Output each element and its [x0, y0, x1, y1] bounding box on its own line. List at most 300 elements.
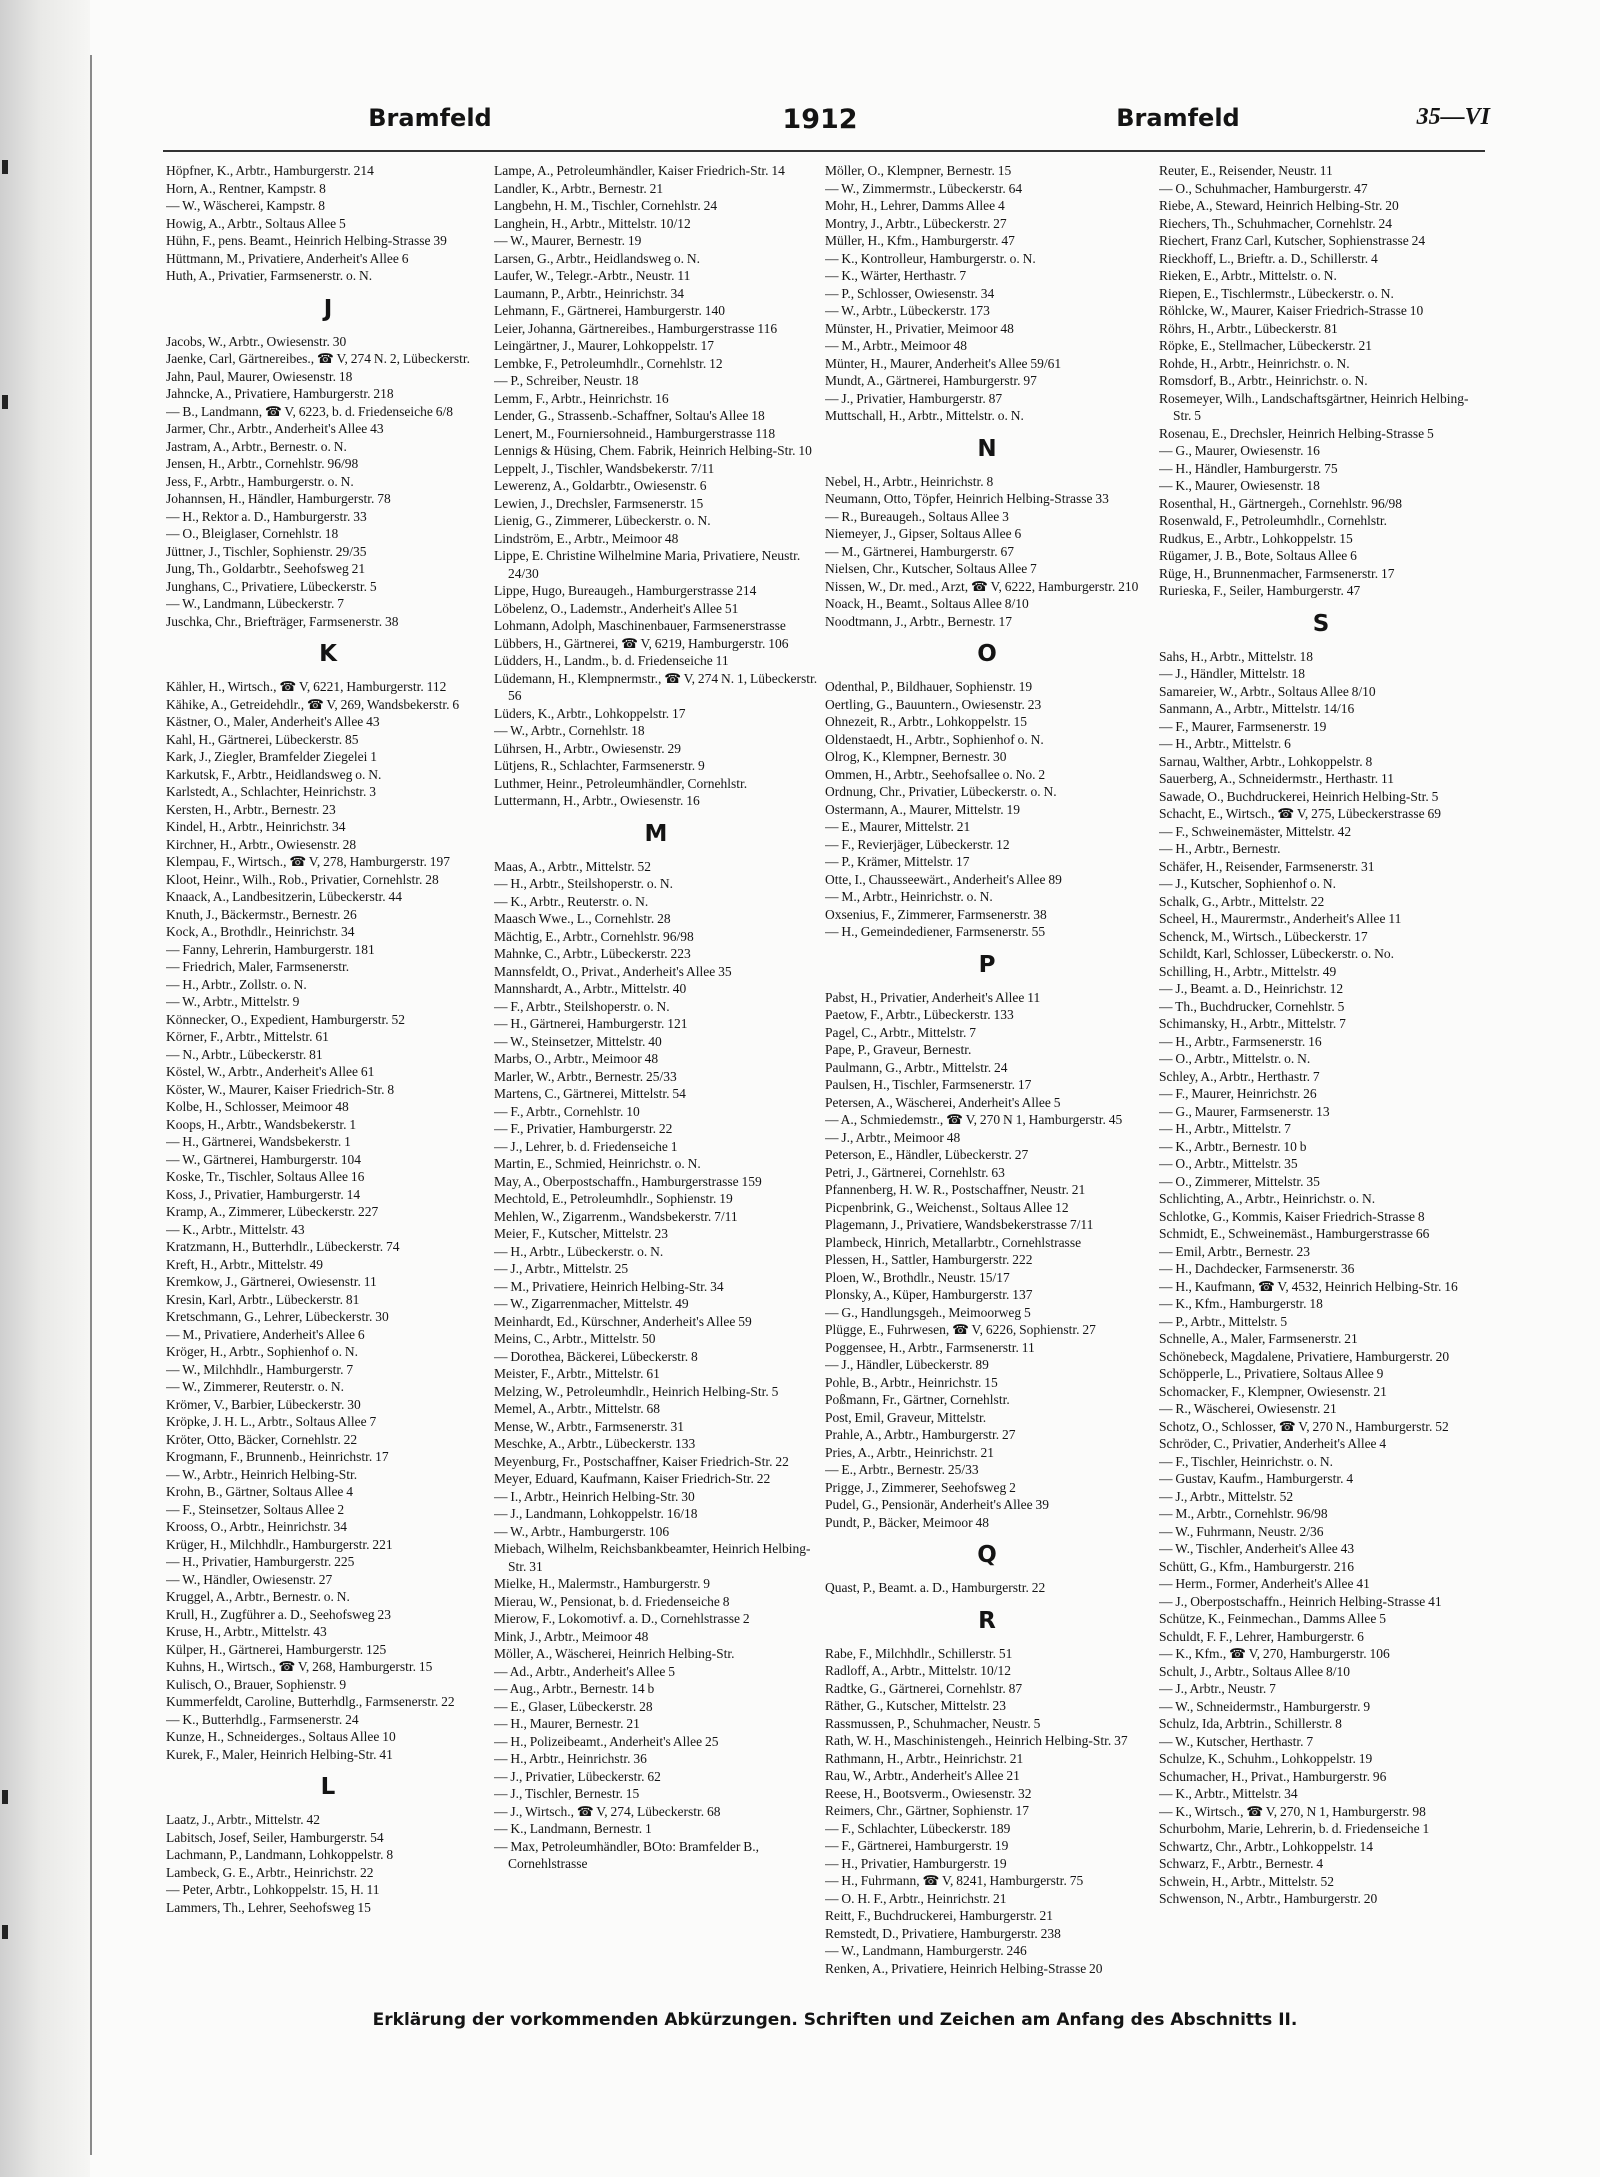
directory-entry: — Max, Petroleumhändler, BOto: Bramfelder B., Cornehlstrasse — [494, 1838, 760, 1871]
directory-entry: Schuldt, F. F., Lehrer, Hamburgerstr. 6 — [1159, 1628, 1364, 1644]
directory-entry: — J., Arbtr., Meimoor 48 — [825, 1129, 961, 1145]
directory-entry: Lüders, K., Arbtr., Lohkoppelstr. 17 — [494, 705, 686, 721]
directory-entry: — W., Gärtnerei, Hamburgerstr. 104 — [166, 1151, 361, 1167]
directory-entry: Martens, C., Gärtnerei, Mittelstr. 54 — [494, 1086, 686, 1101]
directory-entry: Schütt, G., Kfm., Hamburgerstr. 216 — [1159, 1558, 1354, 1574]
directory-entry: Sawade, O., Buchdruckerei, Heinrich Helbing-Str. 5 — [1159, 788, 1439, 804]
directory-entry: Schulz, Ida, Arbtrin., Schillerstr. 8 — [1159, 1716, 1342, 1731]
directory-entry: — F., Maurer, Farmsenerstr. 19 — [1159, 718, 1327, 734]
directory-entry: — W., Schneidermstr., Hamburgerstr. 9 — [1159, 1698, 1371, 1714]
directory-entry: — J., Privatier, Lübeckerstr. 62 — [494, 1768, 661, 1784]
directory-entry: — O., Bleiglaser, Cornehlstr. 18 — [166, 526, 339, 541]
section-letter: Q — [977, 1542, 997, 1568]
directory-entry: — F., Maurer, Heinrichstr. 26 — [1159, 1086, 1317, 1101]
directory-entry: Schäfer, H., Reisender, Farmsenerstr. 31 — [1159, 858, 1375, 874]
directory-entry: Müller, H., Kfm., Hamburgerstr. 47 — [825, 233, 1015, 248]
directory-entry: Lemm, F., Arbtr., Heinrichstr. 16 — [494, 390, 669, 406]
directory-entry: — J., Arbtr., Neustr. 7 — [1159, 1681, 1276, 1696]
directory-entry: Krull, H., Zugführer a. D., Seehofsweg 23 — [166, 1606, 391, 1622]
directory-entry: — W., Zimmerer, Reuterstr. o. N. — [166, 1379, 345, 1394]
section-letter: M — [644, 820, 668, 847]
directory-entry: Riechert, Franz Carl, Kutscher, Sophienstrasse 24 — [1159, 233, 1426, 248]
directory-entry: — J., Tischler, Bernestr. 15 — [494, 1786, 640, 1801]
directory-entry: Huth, A., Privatier, Farmsenerstr. o. N. — [166, 268, 373, 283]
directory-entry: — G., Maurer, Owiesenstr. 16 — [1159, 443, 1320, 458]
directory-entry: Schlichting, A., Arbtr., Heinrichstr. o. N. — [1159, 1191, 1376, 1206]
directory-entry: Laumann, P., Arbtr., Heinrichstr. 34 — [494, 285, 684, 301]
directory-entry: — H., Arbtr., Heinrichstr. 36 — [494, 1751, 647, 1766]
directory-entry: — K., Kfm., Hamburgerstr. 18 — [1159, 1296, 1323, 1311]
directory-entry: Miebach, Wilhelm, Reichsbankbeamter, Heinrich Helbing-Str. 31 — [494, 1541, 811, 1574]
directory-entry: — M., Gärtnerei, Hamburgerstr. 67 — [825, 543, 1014, 559]
directory-entry: Reimers, Chr., Gärtner, Sophienstr. 17 — [825, 1803, 1030, 1818]
directory-entry: — O. H. F., Arbtr., Heinrichstr. 21 — [825, 1890, 1007, 1906]
section-letter: J — [323, 295, 333, 322]
binding-mark — [2, 395, 8, 409]
directory-entry: Jaenke, Carl, Gärtnereibes., ☎ V, 274 N. 2, Lübeckerstr. — [166, 351, 470, 366]
directory-entry: Noack, H., Beamt., Soltaus Allee 8/10 — [825, 596, 1029, 611]
directory-entry: — W., Arbtr., Hamburgerstr. 106 — [494, 1523, 670, 1539]
directory-entry: — H., Gärtnerei, Wandsbekerstr. 1 — [166, 1134, 351, 1149]
directory-entry: Kuhns, H., Wirtsch., ☎ V, 268, Hamburgerstr. 15 — [166, 1659, 433, 1674]
directory-entry: Rosemeyer, Wilh., Landschaftsgärtner, Heinrich Helbing-Str. 5 — [1159, 390, 1469, 423]
directory-entry: — Aug., Arbtr., Bernestr. 14 b — [494, 1681, 655, 1696]
directory-entry: Schulze, K., Schuhm., Lohkoppelstr. 19 — [1159, 1751, 1373, 1766]
directory-entry: Martin, E., Schmied, Heinrichstr. o. N. — [494, 1156, 701, 1171]
directory-entry: Laatz, J., Arbtr., Mittelstr. 42 — [166, 1812, 320, 1827]
directory-entry: Jarmer, Chr., Arbtr., Anderheit's Allee 43 — [166, 421, 384, 436]
directory-entry: Muttschall, H., Arbtr., Mittelstr. o. N. — [825, 408, 1024, 423]
directory-entry: Hühn, F., pens. Beamt., Heinrich Helbing-Strasse 39 — [166, 233, 447, 248]
directory-entry: Quast, P., Beamt. a. D., Hamburgerstr. 22 — [825, 1580, 1046, 1595]
directory-entry: Plonsky, A., Küper, Hamburgerstr. 137 — [825, 1287, 1033, 1302]
directory-entry: Kunze, H., Schneiderges., Soltaus Allee 10 — [166, 1729, 396, 1744]
directory-entry: Rabe, F., Milchhdlr., Schillerstr. 51 — [825, 1645, 1013, 1661]
directory-entry: Otte, I., Chausseewärt., Anderheit's Allee 89 — [825, 871, 1062, 887]
directory-entry: Jüttner, J., Tischler, Sophienstr. 29/35 — [166, 543, 367, 559]
directory-entry: Jess, F., Arbtr., Hamburgerstr. o. N. — [166, 473, 354, 489]
directory-entry: — W., Kutscher, Herthastr. 7 — [1159, 1733, 1314, 1749]
directory-entry: Kock, A., Brothdlr., Heinrichstr. 34 — [166, 924, 355, 939]
directory-entry: Maasch Wwe., L., Cornehlstr. 28 — [494, 911, 671, 926]
directory-entry: Röpke, E., Stellmacher, Lübeckerstr. 21 — [1159, 338, 1373, 353]
directory-entry: Lampe, A., Petroleumhändler, Kaiser Friedrich-Str. 14 — [494, 163, 785, 178]
directory-entry: — P., Arbtr., Mittelstr. 5 — [1159, 1313, 1288, 1329]
directory-entry: Meyer, Eduard, Kaufmann, Kaiser Friedrich-Str. 22 — [494, 1471, 771, 1486]
directory-entry: Kirchner, H., Arbtr., Owiesenstr. 28 — [166, 836, 357, 852]
directory-entry: — F., Schweinemäster, Mittelstr. 42 — [1159, 823, 1352, 839]
directory-entry: Lüdemann, H., Klempnermstr., ☎ V, 274 N. 1, Lübeckerstr. 56 — [494, 670, 818, 703]
directory-entry: Kolbe, H., Schlosser, Meimoor 48 — [166, 1099, 349, 1114]
directory-entry: — W., Zigarrenmacher, Mittelstr. 49 — [494, 1296, 689, 1311]
directory-entry: Rath, W. H., Maschinistengeh., Heinrich Helbing-Str. 37 — [825, 1733, 1128, 1748]
directory-entry: — Fanny, Lehrerin, Hamburgerstr. 181 — [166, 941, 375, 957]
directory-entry: — R., Bureaugeh., Soltaus Allee 3 — [825, 508, 1009, 524]
directory-entry: Howig, A., Arbtr., Soltaus Allee 5 — [166, 215, 346, 231]
directory-entry: Rüge, H., Brunnenmacher, Farmsenerstr. 17 — [1159, 565, 1395, 581]
directory-entry: Pabst, H., Privatier, Anderheit's Allee 11 — [825, 989, 1041, 1005]
directory-entry: Karlstedt, A., Schlachter, Heinrichstr. 3 — [166, 784, 377, 799]
directory-entry: Schlotke, G., Kommis, Kaiser Friedrich-Strasse 8 — [1159, 1208, 1425, 1224]
page-header — [150, 104, 1490, 144]
directory-entry: Mannshardt, A., Arbtr., Mittelstr. 40 — [494, 981, 687, 996]
directory-entry: Krömer, V., Barbier, Lübeckerstr. 30 — [166, 1396, 361, 1412]
directory-entry: Poßmann, Fr., Gärtner, Cornehlstr. — [825, 1392, 1010, 1407]
directory-entry: Oertling, G., Bauuntern., Owiesenstr. 23 — [825, 696, 1042, 712]
directory-entry: Lippe, Hugo, Bureaugeh., Hamburgerstrasse 214 — [494, 583, 757, 598]
directory-entry: Kruse, H., Arbtr., Mittelstr. 43 — [166, 1624, 327, 1639]
binding-mark — [2, 1925, 8, 1939]
directory-column-4 — [1159, 162, 1483, 1987]
directory-entry: — J., Arbtr., Mittelstr. 25 — [494, 1261, 629, 1276]
directory-entry: — J., Kutscher, Sophienhof o. N. — [1159, 876, 1336, 891]
directory-entry: Maas, A., Arbtr., Mittelstr. 52 — [494, 858, 652, 874]
directory-entry: — I., Arbtr., Heinrich Helbing-Str. 30 — [494, 1488, 695, 1504]
directory-entry: Kurek, F., Maler, Heinrich Helbing-Str. 41 — [166, 1746, 393, 1762]
directory-entry: Paulsen, H., Tischler, Farmsenerstr. 17 — [825, 1077, 1032, 1092]
directory-entry: Krooss, O., Arbtr., Heinrichstr. 34 — [166, 1519, 347, 1534]
directory-column-2 — [494, 162, 818, 1987]
header-year: 1912 — [782, 104, 858, 135]
directory-entry: Labitsch, Josef, Seiler, Hamburgerstr. 54 — [166, 1829, 384, 1845]
directory-entry: Schwartz, Chr., Arbtr., Lohkoppelstr. 14 — [1159, 1838, 1373, 1854]
directory-entry: Lührsen, H., Arbtr., Owiesenstr. 29 — [494, 740, 681, 756]
directory-entry: Ohnezeit, R., Arbtr., Lohkoppelstr. 15 — [825, 714, 1027, 729]
directory-entry: — H., Gemeindediener, Farmsenerstr. 55 — [825, 924, 1046, 939]
directory-entry: — G., Maurer, Farmsenerstr. 13 — [1159, 1103, 1330, 1119]
directory-entry: Kruggel, A., Arbtr., Bernestr. o. N. — [166, 1589, 350, 1604]
directory-entry: — P., Krämer, Mittelstr. 17 — [825, 854, 970, 869]
directory-entry: — W., Arbtr., Cornehlstr. 18 — [494, 723, 645, 738]
directory-entry: — H., Arbtr., Steilshoperstr. o. N. — [494, 876, 673, 891]
directory-entry: Renken, A., Privatiere, Heinrich Helbing-Strasse 20 — [825, 1960, 1103, 1976]
directory-entry: — K., Arbtr., Reuterstr. o. N. — [494, 893, 649, 909]
directory-entry: Prahle, A., Arbtr., Hamburgerstr. 27 — [825, 1427, 1016, 1442]
directory-entry: — N., Arbtr., Lübeckerstr. 81 — [166, 1046, 323, 1062]
directory-entry: Kersten, H., Arbtr., Bernestr. 23 — [166, 801, 336, 817]
directory-column-1 — [166, 162, 490, 1987]
directory-entry: Möller, O., Klempner, Bernestr. 15 — [825, 163, 1012, 178]
directory-entry: Pagel, C., Arbtr., Mittelstr. 7 — [825, 1024, 977, 1040]
directory-entry: Lembke, F., Petroleumhdlr., Cornehlstr. 12 — [494, 355, 723, 371]
directory-entry: — K., Butterhdlg., Farmsenerstr. 24 — [166, 1711, 359, 1727]
directory-entry: Rassmussen, P., Schuhmacher, Neustr. 5 — [825, 1715, 1041, 1731]
directory-entry: — O., Zimmerer, Mittelstr. 35 — [1159, 1173, 1320, 1189]
directory-entry: Picpenbrink, G., Weichenst., Soltaus Allee 12 — [825, 1199, 1069, 1215]
directory-entry: Lippe, E. Christine Wilhelmine Maria, Privatiere, Neustr. 24/30 — [494, 548, 801, 581]
directory-entry: Schwenson, N., Arbtr., Hamburgerstr. 20 — [1159, 1891, 1378, 1906]
directory-entry: Schönebeck, Magdalene, Privatiere, Hamburgerstr. 20 — [1159, 1348, 1450, 1364]
directory-entry: Sahs, H., Arbtr., Mittelstr. 18 — [1159, 648, 1314, 664]
directory-entry: Niemeyer, J., Gipser, Soltaus Allee 6 — [825, 526, 1022, 541]
directory-entry: Mink, J., Arbtr., Meimoor 48 — [494, 1628, 649, 1644]
directory-entry: Nielsen, Chr., Kutscher, Soltaus Allee 7 — [825, 561, 1037, 576]
directory-entry: — H., Dachdecker, Farmsenerstr. 36 — [1159, 1261, 1355, 1276]
directory-entry: Montry, J., Arbtr., Lübeckerstr. 27 — [825, 215, 1007, 231]
directory-entry: Koske, Tr., Tischler, Soltaus Allee 16 — [166, 1169, 365, 1184]
directory-entry: Schütze, K., Feinmechan., Damms Allee 5 — [1159, 1611, 1386, 1626]
directory-entry: Juschka, Chr., Briefträger, Farmsenerstr. 38 — [166, 613, 399, 629]
directory-entry: Mehlen, W., Zigarrenm., Wandsbekerstr. 7/11 — [494, 1208, 738, 1224]
directory-entry: Riepen, E., Tischlermstr., Lübeckerstr. o. N. — [1159, 285, 1394, 301]
directory-entry: Lübbers, H., Gärtnerei, ☎ V, 6219, Hamburgerstr. 106 — [494, 635, 789, 651]
directory-entry: Oldenstaedt, H., Arbtr., Sophienhof o. N. — [825, 731, 1044, 747]
section-letter: N — [977, 435, 997, 462]
directory-entry: Romsdorf, B., Arbtr., Heinrichstr. o. N. — [1159, 373, 1368, 388]
directory-entry: — H., Arbtr., Farmsenerstr. 16 — [1159, 1033, 1322, 1049]
directory-entry: — H., Polizeibeamt., Anderheit's Allee 25 — [494, 1733, 719, 1749]
directory-entry: — H., Maurer, Bernestr. 21 — [494, 1716, 640, 1731]
directory-entry: Hüttmann, M., Privatiere, Anderheit's Allee 6 — [166, 250, 409, 266]
directory-entry: Kähike, A., Getreidehdlr., ☎ V, 269, Wandsbekerstr. 6 — [166, 696, 460, 712]
directory-entry: — F., Privatier, Hamburgerstr. 22 — [494, 1121, 673, 1136]
directory-entry: Mierau, W., Pensionat, b. d. Friedenseiche 8 — [494, 1593, 730, 1609]
directory-entry: Knaack, A., Landbesitzerin, Lübeckerstr. 44 — [166, 889, 403, 904]
directory-entry: Horn, A., Rentner, Kampstr. 8 — [166, 180, 326, 196]
directory-entry: Reese, H., Bootsverm., Owiesenstr. 32 — [825, 1785, 1032, 1801]
directory-entry: Radtke, G., Gärtnerei, Cornehlstr. 87 — [825, 1680, 1023, 1696]
directory-entry: May, A., Oberpostschaffn., Hamburgerstrasse 159 — [494, 1173, 762, 1189]
directory-entry: — W., Landmann, Hamburgerstr. 246 — [825, 1943, 1027, 1958]
directory-entry: — H., Arbtr., Mittelstr. 6 — [1159, 736, 1291, 751]
directory-entry: Schwarz, F., Arbtr., Bernestr. 4 — [1159, 1856, 1324, 1871]
directory-entry: — E., Arbtr., Bernestr. 25/33 — [825, 1462, 979, 1477]
directory-entry: Meins, C., Arbtr., Mittelstr. 50 — [494, 1331, 656, 1346]
directory-entry: — W., Milchhdlr., Hamburgerstr. 7 — [166, 1361, 354, 1377]
directory-entry: Kröger, H., Arbtr., Sophienhof o. N. — [166, 1344, 358, 1359]
directory-entry: Ommen, H., Arbtr., Seehofsallee o. No. 2 — [825, 766, 1046, 782]
directory-entry: — W., Zimmermstr., Lübeckerstr. 64 — [825, 180, 1023, 196]
directory-entry: Kremkow, J., Gärtnerei, Owiesenstr. 11 — [166, 1274, 377, 1289]
directory-entry: — M., Privatiere, Heinrich Helbing-Str. 34 — [494, 1278, 724, 1294]
directory-entry: Nebel, H., Arbtr., Heinrichstr. 8 — [825, 473, 994, 489]
directory-entry: Kindel, H., Arbtr., Heinrichstr. 34 — [166, 819, 346, 834]
directory-entry: Pfannenberg, H. W. R., Postschaffner, Neustr. 21 — [825, 1182, 1086, 1197]
directory-entry: Lambeck, G. E., Arbtr., Heinrichstr. 22 — [166, 1864, 374, 1880]
directory-entry: — H., Privatier, Hamburgerstr. 225 — [166, 1554, 355, 1569]
directory-entry: — K., Kontrolleur, Hamburgerstr. o. N. — [825, 250, 1036, 266]
directory-entry: Kröter, Otto, Bäcker, Cornehlstr. 22 — [166, 1431, 358, 1447]
directory-entry: Rieken, E., Arbtr., Mittelstr. o. N. — [1159, 268, 1337, 283]
directory-entry: Rudkus, E., Arbtr., Lohkoppelstr. 15 — [1159, 530, 1353, 546]
directory-entry: — H., Gärtnerei, Hamburgerstr. 121 — [494, 1016, 688, 1031]
directory-entry: Rügamer, J. B., Bote, Soltaus Allee 6 — [1159, 548, 1357, 563]
directory-entry: — J., Wirtsch., ☎ V, 274, Lübeckerstr. 68 — [494, 1803, 721, 1819]
directory-entry: — F., Steinsetzer, Soltaus Allee 2 — [166, 1501, 345, 1517]
directory-entry: Rosenwald, F., Petroleumhdlr., Cornehlstr. — [1159, 513, 1388, 528]
directory-entry: Samareier, W., Arbtr., Soltaus Allee 8/10 — [1159, 683, 1376, 699]
directory-entry: Lennigs & Hüsing, Chem. Fabrik, Heinrich Helbing-Str. 10 — [494, 443, 812, 458]
directory-entry: Luthmer, Heinr., Petroleumhändler, Cornehlstr. — [494, 775, 748, 791]
directory-entry: Odenthal, P., Bildhauer, Sophienstr. 19 — [825, 679, 1033, 694]
directory-entry: Leier, Johanna, Gärtnereibes., Hamburgerstrasse 116 — [494, 320, 778, 336]
directory-entry: Karkutsk, F., Arbtr., Heidlandsweg o. N. — [166, 766, 382, 782]
directory-entry: — W., Steinsetzer, Mittelstr. 40 — [494, 1033, 662, 1049]
directory-entry: Plambeck, Hinrich, Metallarbtr., Cornehlstrasse — [825, 1234, 1082, 1250]
header-rule — [163, 150, 1485, 152]
binding-mark — [2, 1790, 8, 1804]
directory-entry: — W., Arbtr., Lübeckerstr. 173 — [825, 303, 990, 318]
directory-entry: — W., Maurer, Bernestr. 19 — [494, 233, 642, 248]
directory-entry: Koops, H., Arbtr., Wandsbekerstr. 1 — [166, 1116, 357, 1132]
directory-entry: — W., Landmann, Lübeckerstr. 7 — [166, 596, 344, 611]
directory-entry: — M., Arbtr., Cornehlstr. 96/98 — [1159, 1506, 1328, 1521]
directory-entry: — P., Schlosser, Owiesenstr. 34 — [825, 285, 995, 301]
directory-entry: Lütjens, R., Schlachter, Farmsenerstr. 9 — [494, 758, 705, 773]
directory-entry: Räther, G., Kutscher, Mittelstr. 23 — [825, 1698, 1007, 1713]
directory-entry: — Ad., Arbtr., Anderheit's Allee 5 — [494, 1663, 676, 1679]
directory-entry: Kratzmann, H., Butterhdlr., Lübeckerstr. 74 — [166, 1239, 400, 1254]
directory-entry: — W., Fuhrmann, Neustr. 2/36 — [1159, 1523, 1324, 1539]
directory-entry: — P., Schreiber, Neustr. 18 — [494, 373, 639, 388]
directory-entry: Lender, G., Strassenb.-Schaffner, Soltau's Allee 18 — [494, 408, 765, 423]
directory-entry: — G., Handlungsgeh., Meimoorweg 5 — [825, 1304, 1031, 1320]
directory-entry: — H., Rektor a. D., Hamburgerstr. 33 — [166, 508, 367, 524]
directory-entry: — H., Privatier, Hamburgerstr. 19 — [825, 1855, 1007, 1871]
directory-entry: Kramp, A., Zimmerer, Lübeckerstr. 227 — [166, 1204, 379, 1219]
directory-entry: Mense, W., Arbtr., Farmsenerstr. 31 — [494, 1418, 684, 1434]
directory-entry: Jensen, H., Arbtr., Cornehlstr. 96/98 — [166, 456, 359, 471]
directory-entry: — K., Arbtr., Mittelstr. 43 — [166, 1221, 305, 1237]
directory-entry: Könnecker, O., Expedient, Hamburgerstr. 52 — [166, 1011, 406, 1027]
directory-entry: Mannsfeldt, O., Privat., Anderheit's Allee 35 — [494, 963, 732, 979]
directory-entry: — K., Wärter, Herthastr. 7 — [825, 268, 967, 283]
directory-entry: — Th., Buchdrucker, Cornehlstr. 5 — [1159, 998, 1345, 1014]
directory-entry: — K., Wirtsch., ☎ V, 270, N 1, Hamburgerstr. 98 — [1159, 1803, 1426, 1819]
directory-entry: — W., Wäscherei, Kampstr. 8 — [166, 198, 325, 213]
directory-entry: — H., Händler, Hamburgerstr. 75 — [1159, 460, 1338, 476]
directory-entry: — J., Privatier, Hamburgerstr. 87 — [825, 390, 1003, 406]
directory-entry: — H., Arbtr., Mittelstr. 7 — [1159, 1121, 1291, 1136]
directory-entry: Kähler, H., Wirtsch., ☎ V, 6221, Hamburgerstr. 112 — [166, 679, 447, 694]
directory-entry: Memel, A., Arbtr., Mittelstr. 68 — [494, 1401, 660, 1416]
directory-entry: — K., Arbtr., Bernestr. 10 b — [1159, 1138, 1307, 1154]
directory-entry: Prigge, J., Zimmerer, Seehofsweg 2 — [825, 1479, 1016, 1495]
section-letter: O — [977, 641, 997, 667]
book-binding-shadow — [0, 0, 90, 2177]
directory-entry: Plügge, E., Fuhrwesen, ☎ V, 6226, Sophienstr. 27 — [825, 1322, 1096, 1337]
directory-entry: — H., Arbtr., Bernestr. — [1159, 841, 1281, 856]
directory-entry: — W., Arbtr., Mittelstr. 9 — [166, 994, 300, 1009]
header-place-left: Bramfeld — [368, 104, 492, 132]
directory-entry: — O., Arbtr., Mittelstr. o. N. — [1159, 1051, 1311, 1066]
directory-entry: Plessen, H., Sattler, Hamburgerstr. 222 — [825, 1252, 1033, 1267]
directory-entry: Schimansky, H., Arbtr., Mittelstr. 7 — [1159, 1016, 1346, 1031]
directory-entry: Junghans, C., Privatiere, Lübeckerstr. 5 — [166, 578, 377, 594]
directory-entry: — Friedrich, Maler, Farmsenerstr. — [166, 959, 350, 974]
directory-entry: Langbehn, H. M., Tischler, Cornehlstr. 24 — [494, 198, 718, 213]
directory-entry: — Dorothea, Bäckerei, Lübeckerstr. 8 — [494, 1348, 698, 1364]
directory-entry: — Herm., Former, Anderheit's Allee 41 — [1159, 1576, 1370, 1591]
directory-entry: Noodtmann, J., Arbtr., Bernestr. 17 — [825, 613, 1012, 629]
directory-entry: Rurieska, F., Seiler, Hamburgerstr. 47 — [1159, 583, 1361, 598]
directory-entry: Schenck, M., Wirtsch., Lübeckerstr. 17 — [1159, 928, 1368, 944]
directory-entry: Lewerenz, A., Goldarbtr., Owiesenstr. 6 — [494, 478, 707, 493]
directory-entry: Poggensee, H., Arbtr., Farmsenerstr. 11 — [825, 1339, 1035, 1355]
directory-entry: Krohn, B., Gärtner, Soltaus Allee 4 — [166, 1484, 354, 1499]
directory-entry: Meister, F., Arbtr., Mittelstr. 61 — [494, 1366, 660, 1381]
directory-entry: Meschke, A., Arbtr., Lübeckerstr. 133 — [494, 1436, 696, 1451]
directory-entry: Marler, W., Arbtr., Bernestr. 25/33 — [494, 1068, 677, 1084]
directory-entry: Kretschmann, G., Lehrer, Lübeckerstr. 30 — [166, 1309, 389, 1324]
directory-entry: — H., Fuhrmann, ☎ V, 8241, Hamburgerstr. 75 — [825, 1873, 1084, 1888]
page-number: 35—VI — [1416, 104, 1490, 130]
directory-entry: Mechtold, E., Petroleumhdlr., Sophienstr. 19 — [494, 1191, 733, 1206]
directory-entry: — F., Arbtr., Steilshoperstr. o. N. — [494, 998, 670, 1014]
section-letter: S — [1312, 610, 1330, 637]
directory-entry: Mielke, H., Malermstr., Hamburgerstr. 9 — [494, 1576, 710, 1591]
binding-mark — [2, 160, 8, 174]
directory-entry: Schley, A., Arbtr., Herthastr. 7 — [1159, 1068, 1320, 1084]
directory-entry: Münster, H., Privatier, Meimoor 48 — [825, 320, 1014, 336]
directory-entry: Schacht, E., Wirtsch., ☎ V, 275, Lübeckerstrasse 69 — [1159, 806, 1441, 821]
directory-entry: Rieckhoff, L., Brieftr. a. D., Schillerstr. 4 — [1159, 250, 1378, 266]
directory-entry: Klempau, F., Wirtsch., ☎ V, 278, Hamburgerstr. 197 — [166, 854, 451, 869]
directory-entry: Pohle, B., Arbtr., Heinrichstr. 15 — [825, 1374, 998, 1390]
directory-entry: Röhlcke, W., Maurer, Kaiser Friedrich-Strasse 10 — [1159, 303, 1424, 318]
directory-entry: Jacobs, W., Arbtr., Owiesenstr. 30 — [166, 333, 347, 349]
directory-entry: Meier, F., Kutscher, Mittelstr. 23 — [494, 1226, 668, 1241]
directory-entry: — O., Arbtr., Mittelstr. 35 — [1159, 1156, 1298, 1171]
directory-entry: Kulisch, O., Brauer, Sophienstr. 9 — [166, 1676, 347, 1692]
directory-entry: — F., Gärtnerei, Hamburgerstr. 19 — [825, 1838, 1009, 1853]
directory-entry: Riechers, Th., Schuhmacher, Cornehlstr. 24 — [1159, 215, 1393, 231]
directory-entry: Möller, A., Wäscherei, Heinrich Helbing-Str. — [494, 1646, 735, 1661]
directory-entry: — K., Kfm., ☎ V, 270, Hamburgerstr. 106 — [1159, 1646, 1390, 1661]
directory-entry: Olrog, K., Klempner, Bernestr. 30 — [825, 749, 1007, 764]
directory-entry: Jahncke, A., Privatiere, Hamburgerstr. 218 — [166, 386, 394, 401]
directory-entry: — K., Landmann, Bernestr. 1 — [494, 1821, 652, 1836]
directory-entry: Peterson, E., Händler, Lübeckerstr. 27 — [825, 1147, 1029, 1162]
directory-entry: — E., Maurer, Mittelstr. 21 — [825, 819, 971, 834]
directory-entry: — M., Arbtr., Heinrichstr. o. N. — [825, 889, 993, 904]
directory-entry: Kark, J., Ziegler, Bramfelder Ziegelei 1 — [166, 749, 377, 764]
section-letter: K — [319, 641, 337, 667]
directory-entry: — J., Oberpostschaffn., Heinrich Helbing-Strasse 41 — [1159, 1593, 1442, 1609]
directory-entry: Ostermann, A., Maurer, Mittelstr. 19 — [825, 801, 1021, 817]
directory-entry: Lammers, Th., Lehrer, Seehofsweg 15 — [166, 1899, 371, 1915]
directory-entry: Schnelle, A., Maler, Farmsenerstr. 21 — [1159, 1331, 1358, 1346]
directory-entry: Ordnung, Chr., Privatier, Lübeckerstr. o. N. — [825, 784, 1057, 799]
directory-entry: — W., Händler, Owiesenstr. 27 — [166, 1571, 333, 1587]
directory-entry: Petersen, A., Wäscherei, Anderheit's Allee 5 — [825, 1094, 1061, 1110]
directory-entry: Schumacher, H., Privat., Hamburgerstr. 96 — [1159, 1768, 1387, 1784]
directory-entry: Leppelt, J., Tischler, Wandsbekerstr. 7/11 — [494, 460, 715, 476]
directory-entry: Marbs, O., Arbtr., Meimoor 48 — [494, 1051, 659, 1066]
directory-entry: Schalk, G., Arbtr., Mittelstr. 22 — [1159, 893, 1325, 909]
directory-entry: Schwein, H., Arbtr., Mittelstr. 52 — [1159, 1873, 1334, 1889]
directory-entry: — H., Arbtr., Lübeckerstr. o. N. — [494, 1243, 664, 1259]
directory-entry: Riebe, A., Steward, Heinrich Helbing-Str. 20 — [1159, 198, 1399, 213]
directory-entry: Nissen, W., Dr. med., Arzt, ☎ V, 6222, Hamburgerstr. 210 — [825, 578, 1139, 594]
directory-entry: Meinhardt, Ed., Kürschner, Anderheit's Allee 59 — [494, 1313, 752, 1329]
directory-entry: Kahl, H., Gärtnerei, Lübeckerstr. 85 — [166, 731, 359, 747]
directory-entry: — A., Schmiedemstr., ☎ V, 270 N 1, Hamburgerstr. 45 — [825, 1112, 1123, 1127]
directory-entry: Kreft, H., Arbtr., Mittelstr. 49 — [166, 1256, 323, 1272]
directory-entry: Plagemann, J., Privatiere, Wandsbekerstrasse 7/11 — [825, 1217, 1094, 1232]
directory-entry: Jung, Th., Goldarbtr., Seehofsweg 21 — [166, 561, 366, 576]
directory-entry: — M., Arbtr., Meimoor 48 — [825, 338, 967, 353]
directory-entry: — J., Händler, Lübeckerstr. 89 — [825, 1357, 989, 1372]
directory-entry: Scheel, H., Maurermstr., Anderheit's Allee 11 — [1159, 911, 1402, 926]
directory-entry: Lenert, M., Fourniersohneid., Hamburgerstrasse 118 — [494, 425, 776, 441]
section-letter: P — [978, 951, 996, 978]
directory-entry: — R., Wäscherei, Owiesenstr. 21 — [1159, 1401, 1337, 1416]
directory-entry: Sauerberg, A., Schneidermstr., Herthastr. 11 — [1159, 771, 1394, 786]
directory-entry: Sanmann, A., Arbtr., Mittelstr. 14/16 — [1159, 701, 1355, 716]
directory-entry: Pudel, G., Pensionär, Anderheit's Allee 39 — [825, 1497, 1049, 1512]
directory-entry: Röhrs, H., Arbtr., Lübeckerstr. 81 — [1159, 320, 1338, 336]
